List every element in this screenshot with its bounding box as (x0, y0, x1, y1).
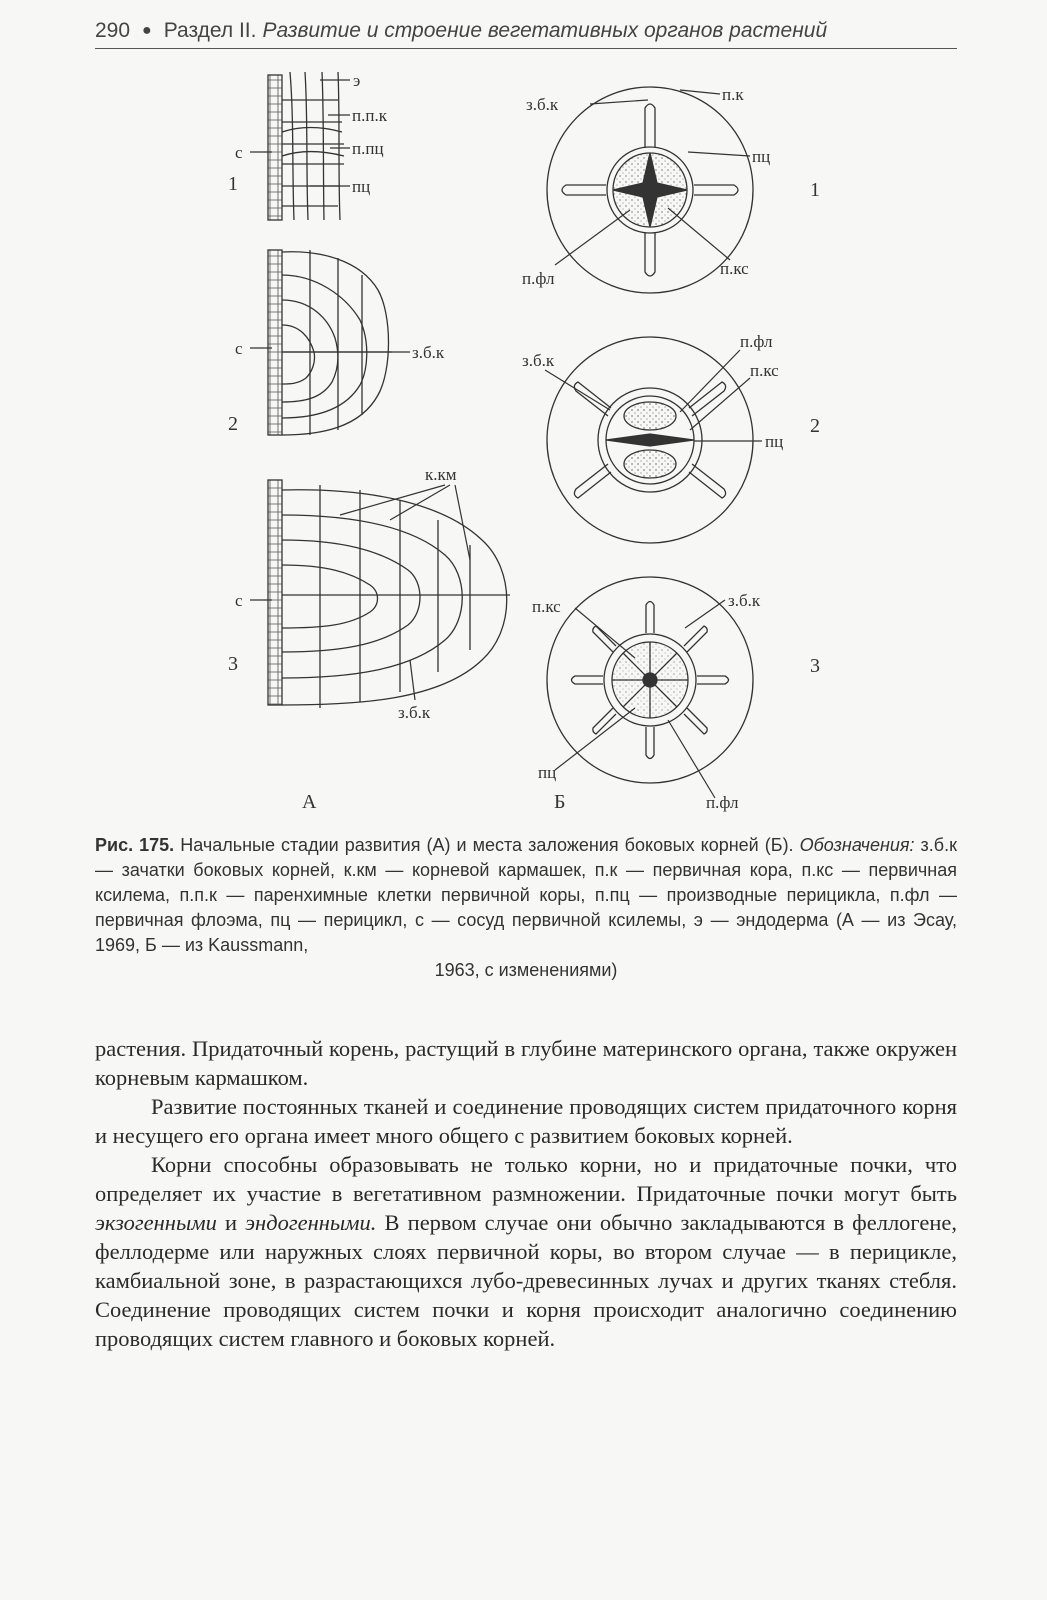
panel-a-letter: А (302, 791, 317, 813)
chapter-title: Развитие и строение вегетативных органов растений (262, 19, 828, 42)
label-a2-zbk: з.б.к (412, 343, 445, 362)
stage-b-1-number: 1 (810, 179, 820, 201)
label-b1-pts: пц (752, 147, 771, 166)
caption-legend-label: Обозначения: (799, 835, 915, 855)
paragraph-3 (95, 1150, 957, 1353)
label-a3-zbk: з.б.к (398, 703, 431, 722)
label-b2-pts: пц (765, 432, 784, 451)
panel-a-stage-2 (268, 250, 392, 435)
term-exogenous: экзогенными (95, 1210, 217, 1235)
label-b1-pfl: п.фл (522, 269, 555, 288)
caption-legend-text: з.б.к — зачатки боковых корней, к.км — корневой кармашек, п.к — первичная кора, п.кс — первичная ксилема, п.п.к — паренхимные клетки первичной коры, п.пц — производные перицикла, п.фл — первичная флоэма, пц — перицикл, с — сосуд первичной ксилемы, э — эндодерма (А — из Эсау, 1969, Б — из Kaussmann, (95, 835, 957, 955)
label-b3-pts: пц (538, 763, 557, 782)
stage-b-2-number: 2 (810, 415, 820, 437)
label-b1-pk: п.к (722, 85, 744, 104)
label-b3-pks: п.кс (532, 597, 561, 616)
panel-a-stage-1-leaders (250, 80, 350, 186)
label-b1-pks: п.кс (720, 259, 749, 278)
paragraph-3-part-a: Корни способны образовывать не только корни, но и придаточные почки, что определяет их участие в вегетативном размножении. Придаточные почки могут быть (95, 1152, 957, 1206)
label-b3-zbk: з.б.к (728, 591, 761, 610)
stage-a-3-number: 3 (228, 653, 238, 675)
label-b3-pfl: п.фл (706, 793, 739, 812)
section-label: Раздел II. (163, 19, 257, 42)
bullet-icon: ● (142, 22, 152, 39)
figure-175 (210, 60, 850, 830)
paragraph-2: Развитие постоянных тканей и соединение проводящих систем придаточного корня и несущего его органа имеет много общего с развитием боковых корней. (95, 1094, 957, 1148)
label-a1-ppts: п.пц (352, 139, 384, 158)
label-b2-pks: п.кс (750, 361, 779, 380)
label-b2-pfl: п.фл (740, 332, 773, 351)
panel-a-stage-1 (268, 72, 344, 220)
paragraph-1: растения. Придаточный корень, растущий в глубине материнского органа, также окружен корневым кармашком. (95, 1036, 957, 1090)
label-a1-pts: пц (352, 177, 371, 196)
label-a1-s: с (235, 143, 243, 162)
figure-caption (95, 833, 957, 983)
caption-last-line: 1963, с изменениями) (434, 960, 618, 980)
label-a2-s: с (235, 339, 243, 358)
paragraph-3-and: и (224, 1210, 237, 1235)
label-b2-zbk: з.б.к (522, 351, 555, 370)
panel-a-stage-3 (268, 480, 510, 708)
stage-b-3-number: 3 (810, 655, 820, 677)
label-a1-ppk: п.п.к (352, 106, 387, 125)
label-a1-e: э (353, 71, 361, 90)
term-endogenous: эндогенными. (245, 1210, 377, 1235)
stage-a-1-number: 1 (228, 173, 238, 195)
panel-b-letter: Б (554, 791, 566, 813)
stage-a-2-number: 2 (228, 413, 238, 435)
root-development-illustration (210, 60, 850, 830)
body-text (95, 1034, 957, 1353)
caption-title: Начальные стадии развития (А) и места заложения боковых корней (Б). (180, 835, 794, 855)
page-number: 290 (95, 19, 131, 42)
label-b1-zbk: з.б.к (526, 95, 559, 114)
label-a3-kkm: к.км (425, 465, 457, 484)
page-header (95, 14, 957, 49)
label-a3-s: с (235, 591, 243, 610)
paragraph-3-part-b: В первом случае они обычно закладываются в феллогене, феллодерме или наружных слоях первичной коры, во втором случае — в перицикле, камбиальной зоне, в разрастающихся лубо-древесинных лучах и других тканях стебля. Соединение проводящих систем почки и корня происходит аналогично соединению проводящих систем главного и боковых корней. (95, 1210, 958, 1351)
caption-label: Рис. 175. (95, 835, 175, 855)
